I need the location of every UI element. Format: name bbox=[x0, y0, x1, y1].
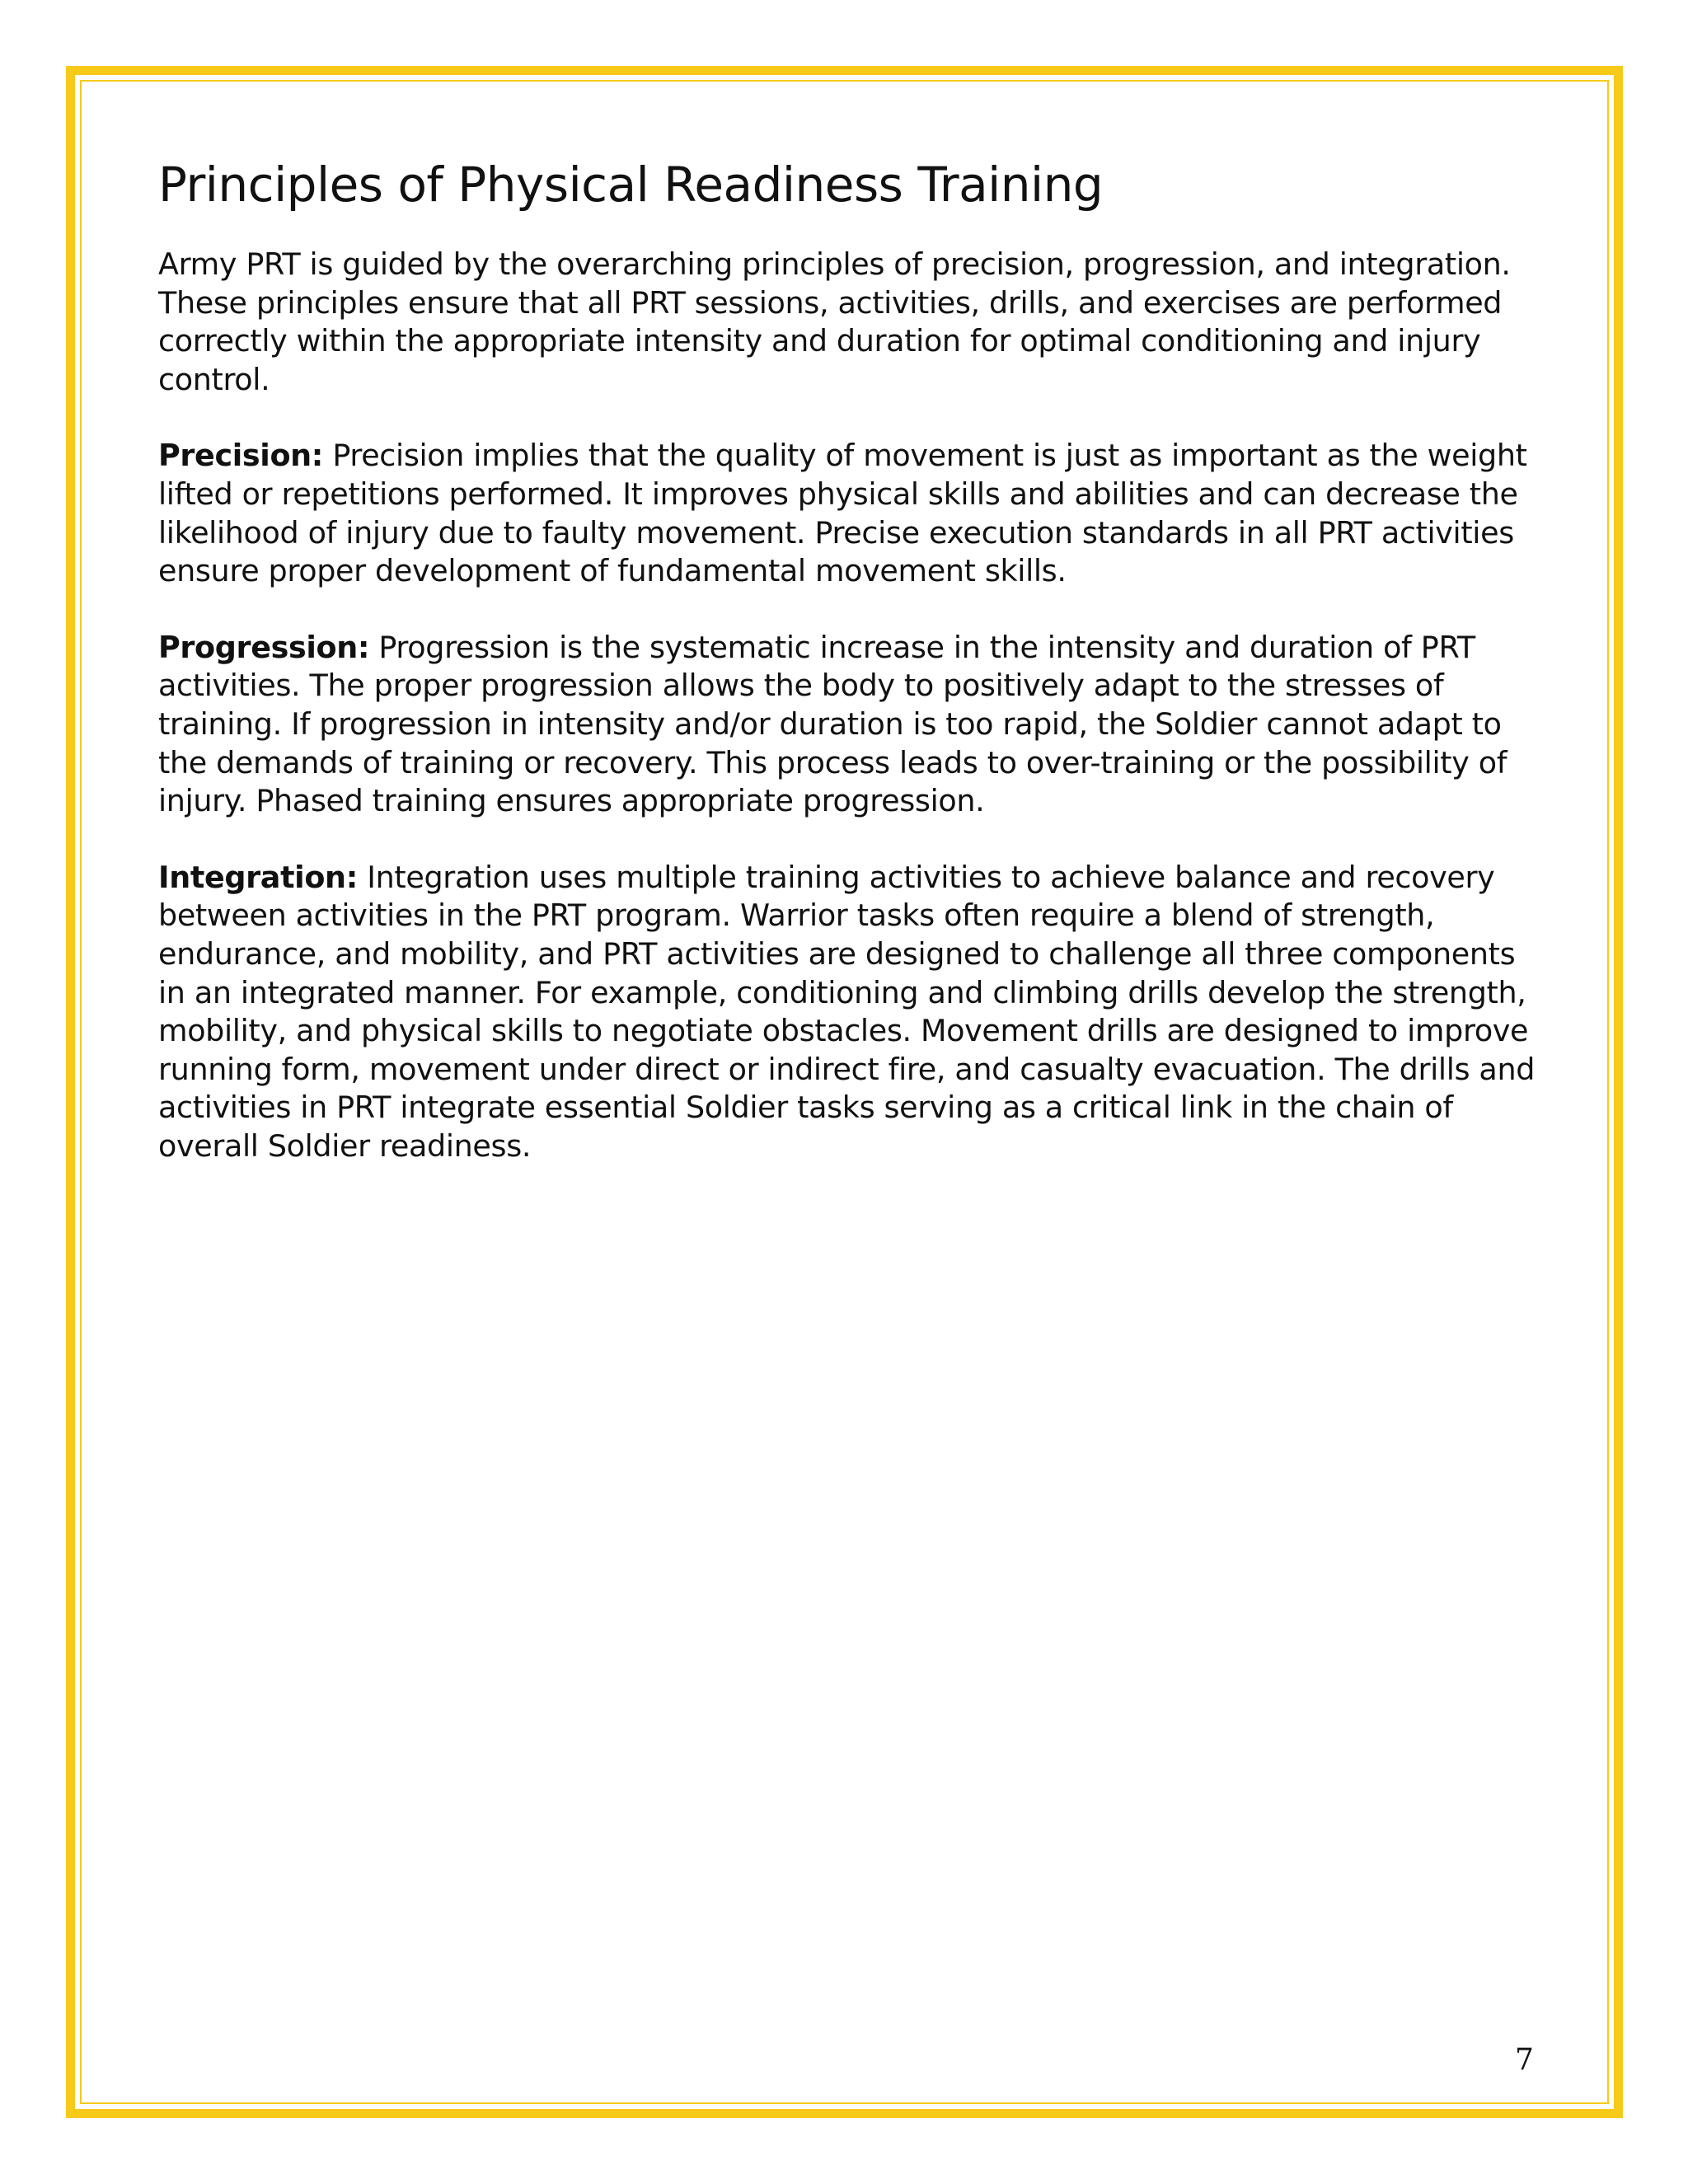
integration-text: Integration uses multiple training activities to achieve balance and recovery between activities in the PRT program. Warrior tasks often require a blend of strength, endurance, and mobility, and PRT activities are designed to challenge all three components in an integrated manner. For example, conditioning and climbing drills develop the strength, mobility, and physical skills to negotiate obstacles. Movement drills are designed to improve running form, movement under direct or indirect fire, and casualty evacuation. The drills and activities in PRT integrate essential Soldier tasks serving as a critical link in the chain of overall Soldier readiness. bbox=[158, 859, 1536, 1164]
integration-heading: Integration: bbox=[158, 859, 358, 895]
precision-text: Precision implies that the quality of movement is just as important as the weight lifted or repetitions performed. It improves physical skills and abilities and can decrease the likelihood of injury due to faulty movement. Precise execution standards in all PRT activities ensure proper development of fundamental movement skills. bbox=[158, 438, 1527, 589]
page-title: Principles of Physical Readiness Training bbox=[158, 157, 1104, 213]
document-content bbox=[158, 155, 1543, 1203]
integration-paragraph bbox=[158, 859, 1543, 1166]
precision-heading: Precision: bbox=[158, 438, 324, 474]
precision-paragraph bbox=[158, 437, 1543, 590]
progression-text: Progression is the systematic increase in the intensity and duration of PRT activities. The proper progression allows the body to positively adapt to the stresses of training. If progression in intensity and/or duration is too rapid, the Soldier cannot adapt to the demands of training or recovery. This process leads to over-training or the possibility of injury. Phased training ensures appropriate progression. bbox=[158, 629, 1507, 819]
intro-paragraph: Army PRT is guided by the overarching principles of precision, progression, and integration. These principles ensure that all PRT sessions, activities, drills, and exercises are performed correctly within the appropriate intensity and duration for optimal conditioning and injury control. bbox=[158, 246, 1511, 397]
page-number: 7 bbox=[1515, 2043, 1534, 2077]
progression-heading: Progression: bbox=[158, 629, 370, 665]
progression-paragraph bbox=[158, 629, 1543, 821]
